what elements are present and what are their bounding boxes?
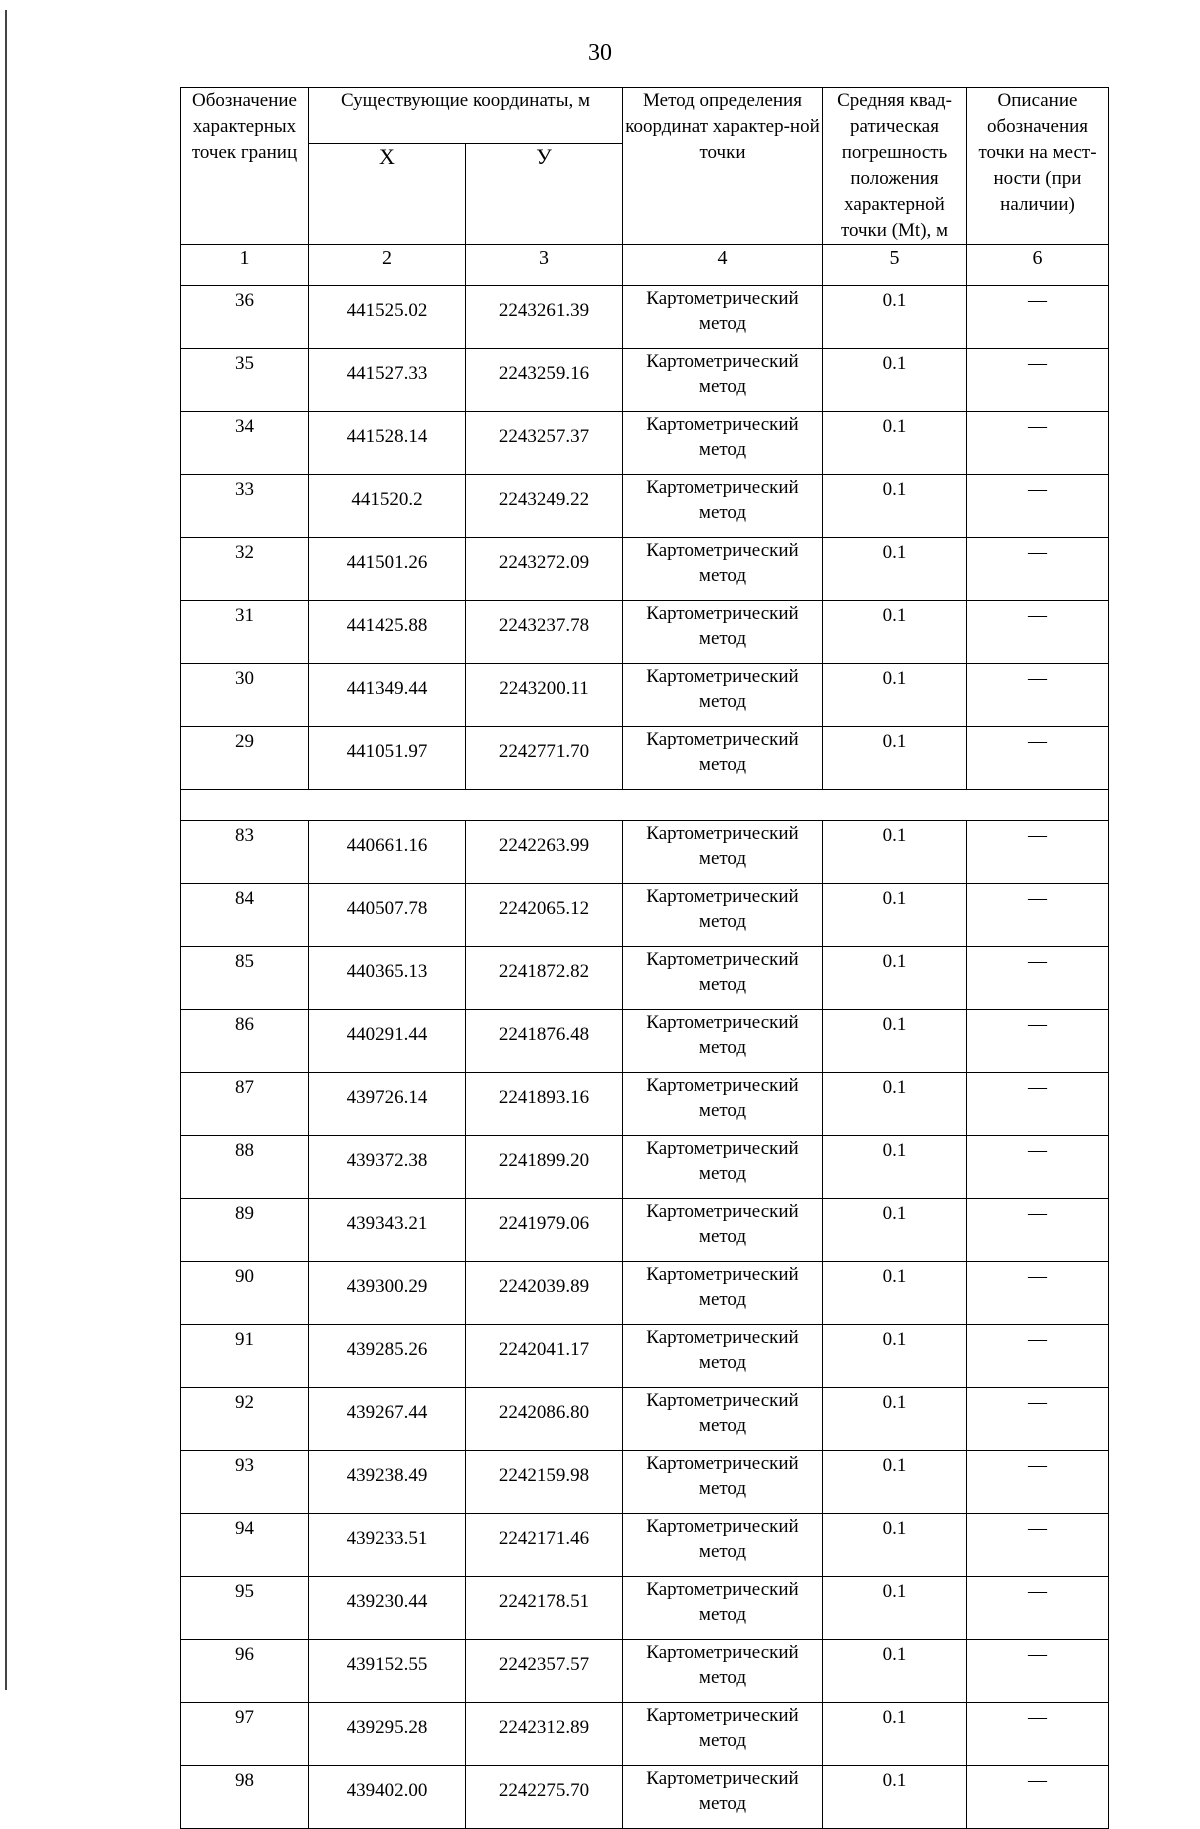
header-point-designation: Обозначение характерных точек границ [181, 88, 309, 245]
x-coordinate: 441425.88 [309, 601, 466, 664]
x-coordinate: 439402.00 [309, 1766, 466, 1829]
description-cell: — [967, 1514, 1109, 1577]
point-number: 89 [181, 1199, 309, 1262]
y-coordinate: 2243249.22 [466, 475, 623, 538]
point-number: 84 [181, 884, 309, 947]
table-row [181, 1703, 1109, 1766]
y-coordinate: 2243257.37 [466, 412, 623, 475]
x-coordinate: 439230.44 [309, 1577, 466, 1640]
method-cell: Картометрический метод [623, 1325, 823, 1388]
method-cell: Картометрический метод [623, 947, 823, 1010]
method-cell: Картометрический метод [623, 412, 823, 475]
table-row [181, 1262, 1109, 1325]
description-cell: — [967, 475, 1109, 538]
header-method: Метод определения координат характер-ной точки [623, 88, 823, 245]
y-coordinate: 2242178.51 [466, 1577, 623, 1640]
mt-value: 0.1 [823, 727, 967, 790]
table-row [181, 1325, 1109, 1388]
y-coordinate: 2243237.78 [466, 601, 623, 664]
mt-value: 0.1 [823, 821, 967, 884]
mt-value: 0.1 [823, 664, 967, 727]
description-cell: — [967, 1199, 1109, 1262]
x-coordinate: 441051.97 [309, 727, 466, 790]
y-coordinate: 2243272.09 [466, 538, 623, 601]
mt-value: 0.1 [823, 538, 967, 601]
header-existing-coordinates: Существующие координаты, м [309, 88, 623, 144]
y-coordinate: 2241899.20 [466, 1136, 623, 1199]
coordinates-table [180, 87, 1109, 1829]
description-cell: — [967, 727, 1109, 790]
y-coordinate: 2242357.57 [466, 1640, 623, 1703]
column-number: 5 [823, 245, 967, 286]
point-number: 30 [181, 664, 309, 727]
method-cell: Картометрический метод [623, 1010, 823, 1073]
mt-value: 0.1 [823, 601, 967, 664]
point-number: 94 [181, 1514, 309, 1577]
description-cell: — [967, 821, 1109, 884]
mt-value: 0.1 [823, 1136, 967, 1199]
x-coordinate: 440661.16 [309, 821, 466, 884]
method-cell: Картометрический метод [623, 1451, 823, 1514]
y-coordinate: 2242771.70 [466, 727, 623, 790]
table-row [181, 1766, 1109, 1829]
point-number: 83 [181, 821, 309, 884]
x-coordinate: 439233.51 [309, 1514, 466, 1577]
point-number: 85 [181, 947, 309, 1010]
method-cell: Картометрический метод [623, 1262, 823, 1325]
method-cell: Картометрический метод [623, 1703, 823, 1766]
point-number: 91 [181, 1325, 309, 1388]
table-row [181, 601, 1109, 664]
point-number: 29 [181, 727, 309, 790]
column-number: 4 [623, 245, 823, 286]
table-body [181, 286, 1109, 1829]
description-cell: — [967, 1136, 1109, 1199]
description-cell: — [967, 1262, 1109, 1325]
x-coordinate: 441527.33 [309, 349, 466, 412]
point-number: 34 [181, 412, 309, 475]
y-coordinate: 2242263.99 [466, 821, 623, 884]
y-coordinate: 2243261.39 [466, 286, 623, 349]
method-cell: Картометрический метод [623, 884, 823, 947]
mt-value: 0.1 [823, 1073, 967, 1136]
point-number: 36 [181, 286, 309, 349]
header-description: Описание обозначения точки на мест-ности (при наличии) [967, 88, 1109, 245]
point-number: 93 [181, 1451, 309, 1514]
description-cell: — [967, 538, 1109, 601]
x-coordinate: 441528.14 [309, 412, 466, 475]
column-number: 3 [466, 245, 623, 286]
point-number: 86 [181, 1010, 309, 1073]
table-row [181, 1199, 1109, 1262]
mt-value: 0.1 [823, 1451, 967, 1514]
method-cell: Картометрический метод [623, 349, 823, 412]
description-cell: — [967, 1010, 1109, 1073]
table-row [181, 1388, 1109, 1451]
table-row [181, 884, 1109, 947]
table-row [181, 1136, 1109, 1199]
point-number: 32 [181, 538, 309, 601]
description-cell: — [967, 1325, 1109, 1388]
page-number: 30 [588, 40, 612, 66]
x-coordinate: 441501.26 [309, 538, 466, 601]
method-cell: Картометрический метод [623, 1388, 823, 1451]
table-row [181, 412, 1109, 475]
method-cell: Картометрический метод [623, 1073, 823, 1136]
method-cell: Картометрический метод [623, 286, 823, 349]
table-header [181, 88, 1109, 286]
mt-value: 0.1 [823, 1577, 967, 1640]
point-number: 98 [181, 1766, 309, 1829]
x-coordinate: 441520.2 [309, 475, 466, 538]
mt-value: 0.1 [823, 1703, 967, 1766]
x-coordinate: 440291.44 [309, 1010, 466, 1073]
description-cell: — [967, 601, 1109, 664]
x-coordinate: 439726.14 [309, 1073, 466, 1136]
method-cell: Картометрический метод [623, 538, 823, 601]
description-cell: — [967, 1073, 1109, 1136]
description-cell: — [967, 884, 1109, 947]
y-coordinate: 2242065.12 [466, 884, 623, 947]
description-cell: — [967, 664, 1109, 727]
y-coordinate: 2242159.98 [466, 1451, 623, 1514]
table-row [181, 664, 1109, 727]
mt-value: 0.1 [823, 286, 967, 349]
point-number: 87 [181, 1073, 309, 1136]
description-cell: — [967, 947, 1109, 1010]
table-row [181, 821, 1109, 884]
method-cell: Картометрический метод [623, 1199, 823, 1262]
table-row [181, 1640, 1109, 1703]
mt-value: 0.1 [823, 475, 967, 538]
method-cell: Картометрический метод [623, 664, 823, 727]
table-row [181, 1010, 1109, 1073]
table-row [181, 1451, 1109, 1514]
header-x: X [309, 143, 466, 244]
group-separator-row [181, 790, 1109, 821]
description-cell: — [967, 1766, 1109, 1829]
point-number: 97 [181, 1703, 309, 1766]
page-left-edge [5, 10, 7, 1690]
method-cell: Картометрический метод [623, 601, 823, 664]
description-cell: — [967, 1451, 1109, 1514]
y-coordinate: 2241872.82 [466, 947, 623, 1010]
y-coordinate: 2242039.89 [466, 1262, 623, 1325]
table-row [181, 947, 1109, 1010]
x-coordinate: 441349.44 [309, 664, 466, 727]
x-coordinate: 439152.55 [309, 1640, 466, 1703]
description-cell: — [967, 1388, 1109, 1451]
x-coordinate: 440507.78 [309, 884, 466, 947]
table-row [181, 727, 1109, 790]
method-cell: Картометрический метод [623, 1577, 823, 1640]
x-coordinate: 440365.13 [309, 947, 466, 1010]
description-cell: — [967, 412, 1109, 475]
y-coordinate: 2241893.16 [466, 1073, 623, 1136]
mt-value: 0.1 [823, 349, 967, 412]
table-row [181, 349, 1109, 412]
mt-value: 0.1 [823, 1262, 967, 1325]
mt-value: 0.1 [823, 1514, 967, 1577]
table-row [181, 1577, 1109, 1640]
description-cell: — [967, 1577, 1109, 1640]
point-number: 95 [181, 1577, 309, 1640]
x-coordinate: 439267.44 [309, 1388, 466, 1451]
column-number-row [181, 245, 1109, 286]
description-cell: — [967, 1640, 1109, 1703]
method-cell: Картометрический метод [623, 1136, 823, 1199]
description-cell: — [967, 1703, 1109, 1766]
mt-value: 0.1 [823, 1766, 967, 1829]
point-number: 96 [181, 1640, 309, 1703]
y-coordinate: 2243259.16 [466, 349, 623, 412]
point-number: 31 [181, 601, 309, 664]
method-cell: Картометрический метод [623, 1640, 823, 1703]
x-coordinate: 439343.21 [309, 1199, 466, 1262]
table-row [181, 475, 1109, 538]
y-coordinate: 2242275.70 [466, 1766, 623, 1829]
mt-value: 0.1 [823, 947, 967, 1010]
mt-value: 0.1 [823, 884, 967, 947]
y-coordinate: 2242086.80 [466, 1388, 623, 1451]
y-coordinate: 2242312.89 [466, 1703, 623, 1766]
method-cell: Картометрический метод [623, 1514, 823, 1577]
y-coordinate: 2241876.48 [466, 1010, 623, 1073]
mt-value: 0.1 [823, 1640, 967, 1703]
point-number: 35 [181, 349, 309, 412]
y-coordinate: 2242041.17 [466, 1325, 623, 1388]
method-cell: Картометрический метод [623, 821, 823, 884]
mt-value: 0.1 [823, 1325, 967, 1388]
table-row [181, 286, 1109, 349]
method-cell: Картометрический метод [623, 727, 823, 790]
header-y: У [466, 143, 623, 244]
point-number: 92 [181, 1388, 309, 1451]
x-coordinate: 439285.26 [309, 1325, 466, 1388]
x-coordinate: 439372.38 [309, 1136, 466, 1199]
y-coordinate: 2243200.11 [466, 664, 623, 727]
header-mean-square-error: Средняя квад-ратическая погрешность положения характерной точки (Mt), м [823, 88, 967, 245]
description-cell: — [967, 286, 1109, 349]
method-cell: Картометрический метод [623, 475, 823, 538]
table-row [181, 1073, 1109, 1136]
column-number: 1 [181, 245, 309, 286]
y-coordinate: 2241979.06 [466, 1199, 623, 1262]
group-separator [181, 790, 1109, 821]
column-number: 6 [967, 245, 1109, 286]
mt-value: 0.1 [823, 1388, 967, 1451]
column-number: 2 [309, 245, 466, 286]
x-coordinate: 439300.29 [309, 1262, 466, 1325]
mt-value: 0.1 [823, 1199, 967, 1262]
point-number: 33 [181, 475, 309, 538]
point-number: 88 [181, 1136, 309, 1199]
x-coordinate: 439238.49 [309, 1451, 466, 1514]
point-number: 90 [181, 1262, 309, 1325]
description-cell: — [967, 349, 1109, 412]
table-row [181, 538, 1109, 601]
mt-value: 0.1 [823, 412, 967, 475]
mt-value: 0.1 [823, 1010, 967, 1073]
x-coordinate: 441525.02 [309, 286, 466, 349]
table-row [181, 1514, 1109, 1577]
x-coordinate: 439295.28 [309, 1703, 466, 1766]
y-coordinate: 2242171.46 [466, 1514, 623, 1577]
method-cell: Картометрический метод [623, 1766, 823, 1829]
